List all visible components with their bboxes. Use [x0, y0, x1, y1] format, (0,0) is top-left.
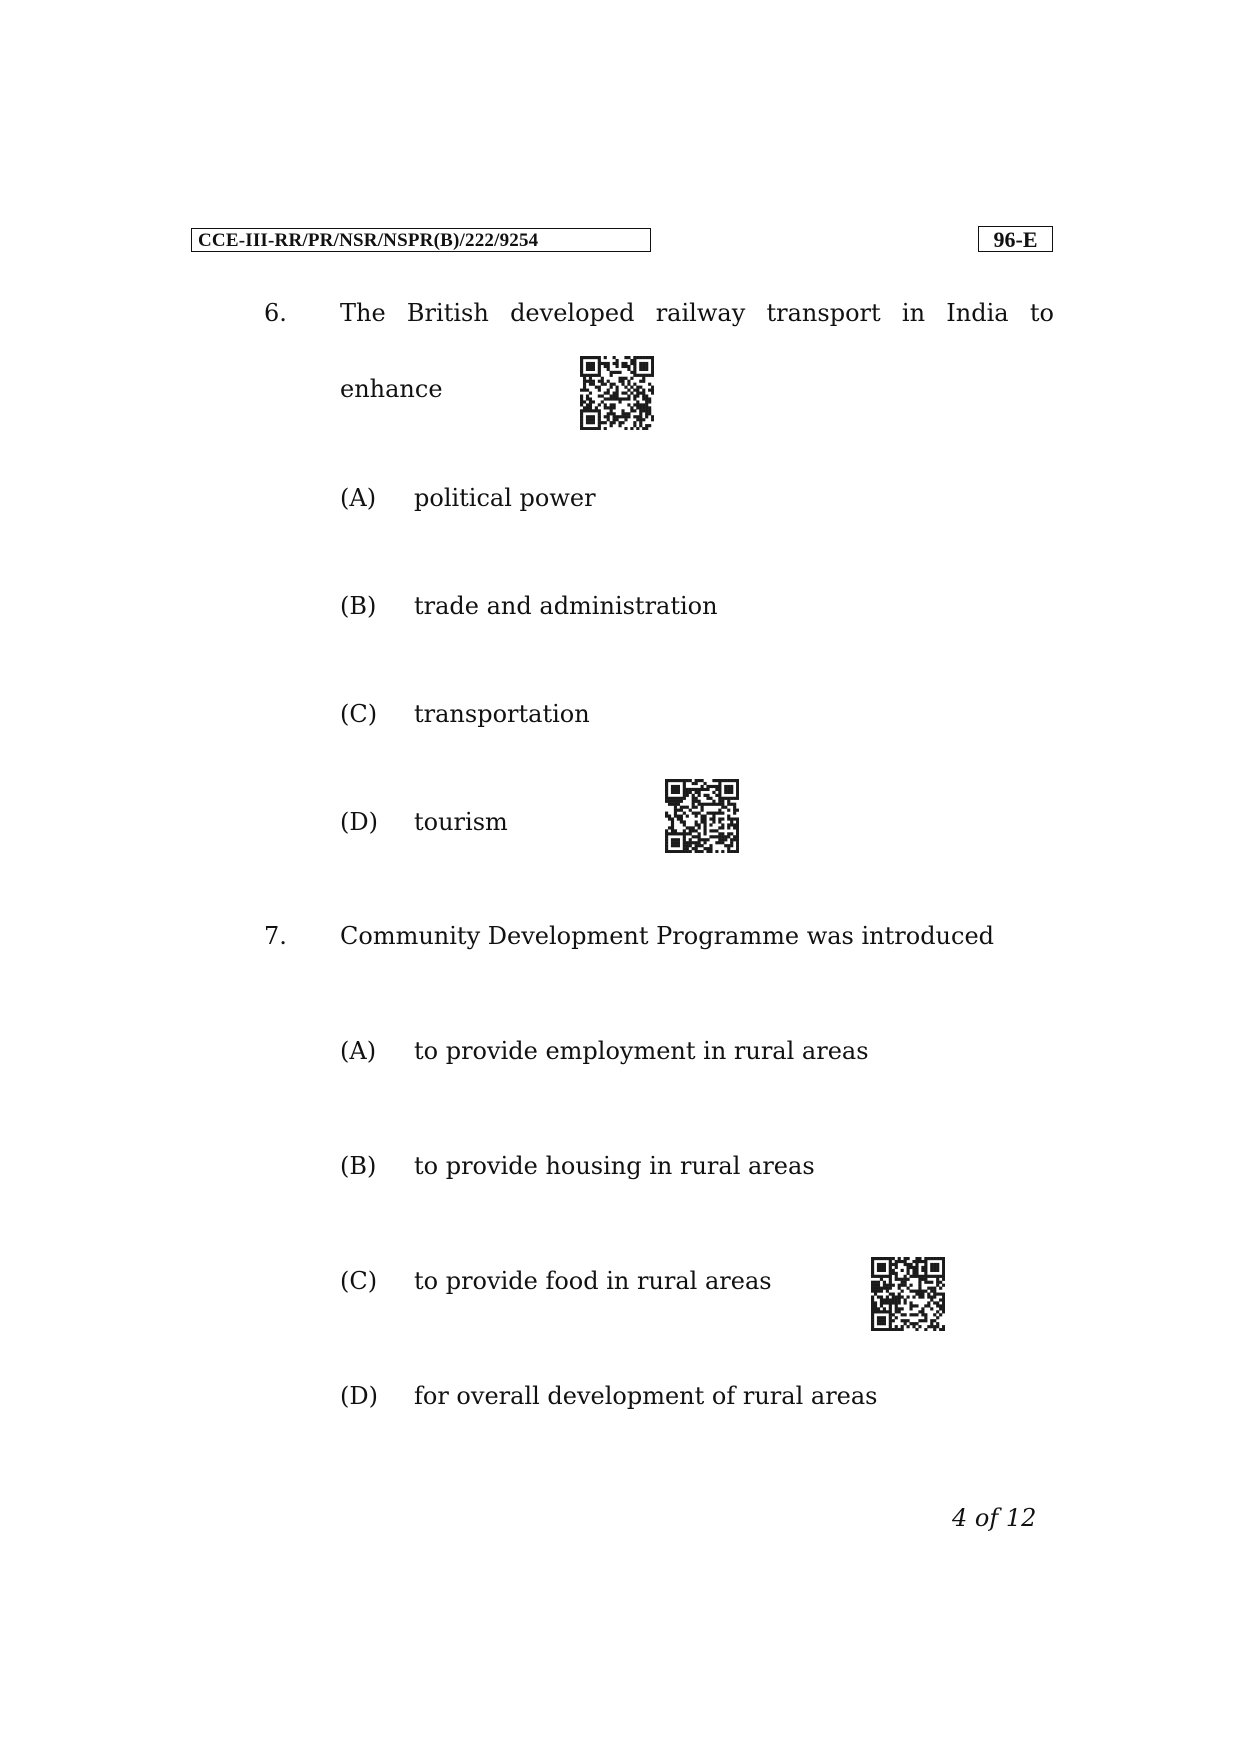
question-7-number: 7. [264, 922, 287, 950]
qr-code-icon [665, 779, 739, 853]
paper-code: CCE-III-RR/PR/NSR/NSPR(B)/222/9254 [191, 228, 651, 252]
qr-code-icon [871, 1257, 945, 1331]
q6-word: to [1029, 299, 1054, 327]
option-letter: (A) [340, 1037, 377, 1065]
question-7-text: Community Development Programme was introduced [340, 922, 995, 950]
option-text: trade and administration [414, 592, 718, 620]
option-letter: (B) [340, 1152, 377, 1180]
q6-word: developed [510, 299, 635, 327]
option-letter: (C) [340, 1267, 378, 1295]
option-letter: (A) [340, 484, 377, 512]
option-letter: (C) [340, 700, 378, 728]
option-letter: (D) [340, 808, 378, 836]
option-text: for overall development of rural areas [414, 1382, 878, 1410]
q6-word: British [406, 299, 489, 327]
qr-code-icon [580, 356, 654, 430]
option-text: to provide employment in rural areas [414, 1037, 869, 1065]
question-6-text-line2: enhance [340, 375, 443, 403]
option-text: transportation [414, 700, 590, 728]
option-text: to provide food in rural areas [414, 1267, 772, 1295]
q6-word: railway [655, 299, 746, 327]
option-text: tourism [414, 808, 508, 836]
q6-word: India [946, 299, 1009, 327]
question-6-text-line1 [340, 299, 1054, 327]
question-6-number: 6. [264, 299, 287, 327]
option-letter: (B) [340, 592, 377, 620]
option-text: to provide housing in rural areas [414, 1152, 815, 1180]
q6-word: transport [766, 299, 881, 327]
series-code: 96-E [978, 226, 1053, 252]
option-letter: (D) [340, 1382, 378, 1410]
option-text: political power [414, 484, 596, 512]
q6-word: in [901, 299, 926, 327]
page-number: 4 of 12 [952, 1504, 1037, 1532]
q6-word: The [340, 299, 386, 327]
